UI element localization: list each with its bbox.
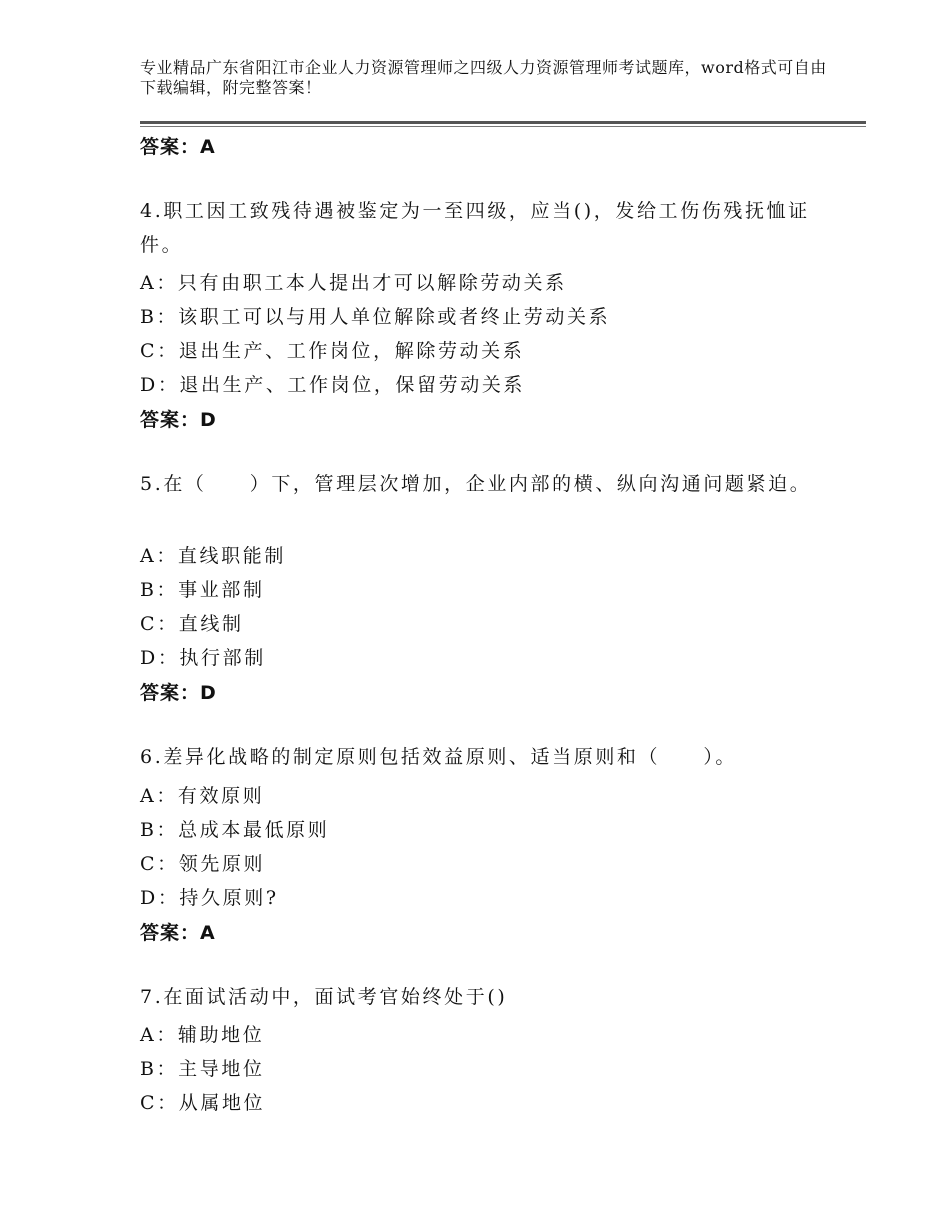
option-5d: D：执行部制 <box>140 647 266 669</box>
answer-q3: 答案：A <box>140 136 216 158</box>
option-4c: C：退出生产、工作岗位，解除劳动关系 <box>140 340 525 362</box>
question-6: 6.差异化战略的制定原则包括效益原则、适当原则和（ ）。 <box>140 746 738 768</box>
answer-q6: 答案：A <box>140 922 216 944</box>
option-5c: C：直线制 <box>140 613 244 635</box>
option-4d: D：退出生产、工作岗位，保留劳动关系 <box>140 374 526 396</box>
question-5: 5.在（ ）下，管理层次增加，企业内部的横、纵向沟通问题紧迫。 <box>140 473 812 495</box>
option-4b: B：该职工可以与用人单位解除或者终止劳动关系 <box>140 306 611 328</box>
question-4: 4.职工因工致残待遇被鉴定为一至四级，应当()，发给工伤伤残抚恤证件。 <box>140 200 810 256</box>
option-7a: A：辅助地位 <box>140 1024 265 1046</box>
header-rule-thin <box>140 126 866 127</box>
option-6a: A：有效原则 <box>140 785 265 807</box>
option-7c: C：从属地位 <box>140 1092 266 1114</box>
option-5b: B：事业部制 <box>140 579 265 601</box>
answer-q4: 答案：D <box>140 409 217 431</box>
option-6d: D：持久原则? <box>140 887 279 909</box>
option-6c: C：领先原则 <box>140 853 266 875</box>
document-header: 专业精品广东省阳江市企业人力资源管理师之四级人力资源管理师考试题库，word格式可自由下载编辑，附完整答案！ <box>140 58 827 97</box>
header-rule-thick <box>140 121 866 124</box>
option-4a: A：只有由职工本人提出才可以解除劳动关系 <box>140 272 567 294</box>
answer-q5: 答案：D <box>140 682 217 704</box>
option-7b: B：主导地位 <box>140 1058 265 1080</box>
option-6b: B：总成本最低原则 <box>140 819 330 841</box>
option-5a: A：直线职能制 <box>140 545 286 567</box>
question-7: 7.在面试活动中，面试考官始终处于() <box>140 986 508 1008</box>
